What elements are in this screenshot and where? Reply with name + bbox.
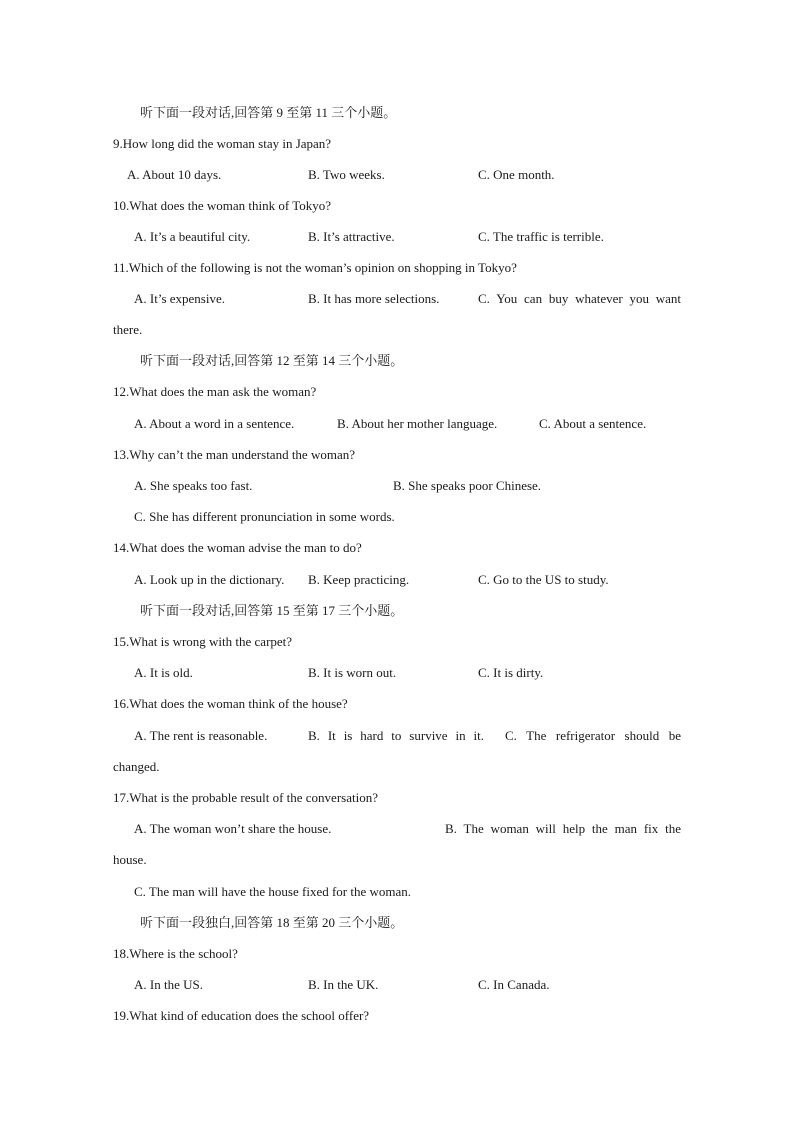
option-b: B. In the UK. — [308, 977, 379, 992]
option-c: C. The man will have the house fixed for the woman. — [134, 884, 412, 899]
question-stem: 18.Where is the school? — [113, 946, 238, 961]
option-a: A. It’s a beautiful city. — [134, 229, 251, 244]
option-b: B. She speaks poor Chinese. — [393, 478, 542, 493]
option-a: A. About a word in a sentence. — [134, 416, 295, 431]
question-stem: 19.What kind of education does the school offer? — [113, 1008, 370, 1023]
option-b: B. It is worn out. — [308, 665, 397, 680]
option-b: B. It has more selections. — [308, 291, 440, 306]
question-stem: 11.Which of the following is not the woman’s opinion on shopping in Tokyo? — [113, 260, 517, 275]
option-c: C. The refrigerator should be — [505, 728, 681, 743]
option-b: B. About her mother language. — [337, 416, 498, 431]
section-instruction: 听下面一段对话,回答第 12 至第 14 三个小题。 — [140, 353, 404, 368]
option-a: A. Look up in the dictionary. — [134, 572, 285, 587]
option-b: B. Keep practicing. — [308, 572, 410, 587]
option-c: C. In Canada. — [478, 977, 550, 992]
question-stem: 13.Why can’t the man understand the woman? — [113, 447, 355, 462]
option-a: A. About 10 days. — [127, 167, 222, 182]
option-c: C. She has different pronunciation in some words. — [134, 509, 395, 524]
option-continuation: changed. — [113, 759, 160, 774]
option-a: A. It’s expensive. — [134, 291, 225, 306]
question-stem: 17.What is the probable result of the conversation? — [113, 790, 378, 805]
section-instruction: 听下面一段对话,回答第 9 至第 11 三个小题。 — [140, 105, 397, 120]
option-b: B. It’s attractive. — [308, 229, 395, 244]
section-instruction: 听下面一段对话,回答第 15 至第 17 三个小题。 — [140, 603, 404, 618]
option-c: C. Go to the US to study. — [478, 572, 609, 587]
option-b: B. It is hard to survive in it. — [308, 728, 484, 743]
option-a: A. She speaks too fast. — [134, 478, 253, 493]
question-stem: 12.What does the man ask the woman? — [113, 384, 317, 399]
question-stem: 9.How long did the woman stay in Japan? — [113, 136, 332, 151]
option-a: A. In the US. — [134, 977, 203, 992]
section-instruction: 听下面一段独白,回答第 18 至第 20 三个小题。 — [140, 915, 404, 930]
question-stem: 15.What is wrong with the carpet? — [113, 634, 293, 649]
option-c: C. You can buy whatever you want — [478, 291, 681, 306]
option-b: B. Two weeks. — [308, 167, 385, 182]
question-stem: 16.What does the woman think of the house? — [113, 696, 348, 711]
option-a: A. It is old. — [134, 665, 193, 680]
option-continuation: there. — [113, 322, 143, 337]
option-c: C. It is dirty. — [478, 665, 544, 680]
option-b: B. The woman will help the man fix the — [445, 821, 681, 836]
question-stem: 14.What does the woman advise the man to do? — [113, 540, 362, 555]
option-c: C. One month. — [478, 167, 555, 182]
option-c: C. About a sentence. — [539, 416, 647, 431]
option-a: A. The woman won’t share the house. — [134, 821, 332, 836]
question-stem: 10.What does the woman think of Tokyo? — [113, 198, 332, 213]
option-continuation: house. — [113, 852, 147, 867]
option-a: A. The rent is reasonable. — [134, 728, 268, 743]
option-c: C. The traffic is terrible. — [478, 229, 604, 244]
